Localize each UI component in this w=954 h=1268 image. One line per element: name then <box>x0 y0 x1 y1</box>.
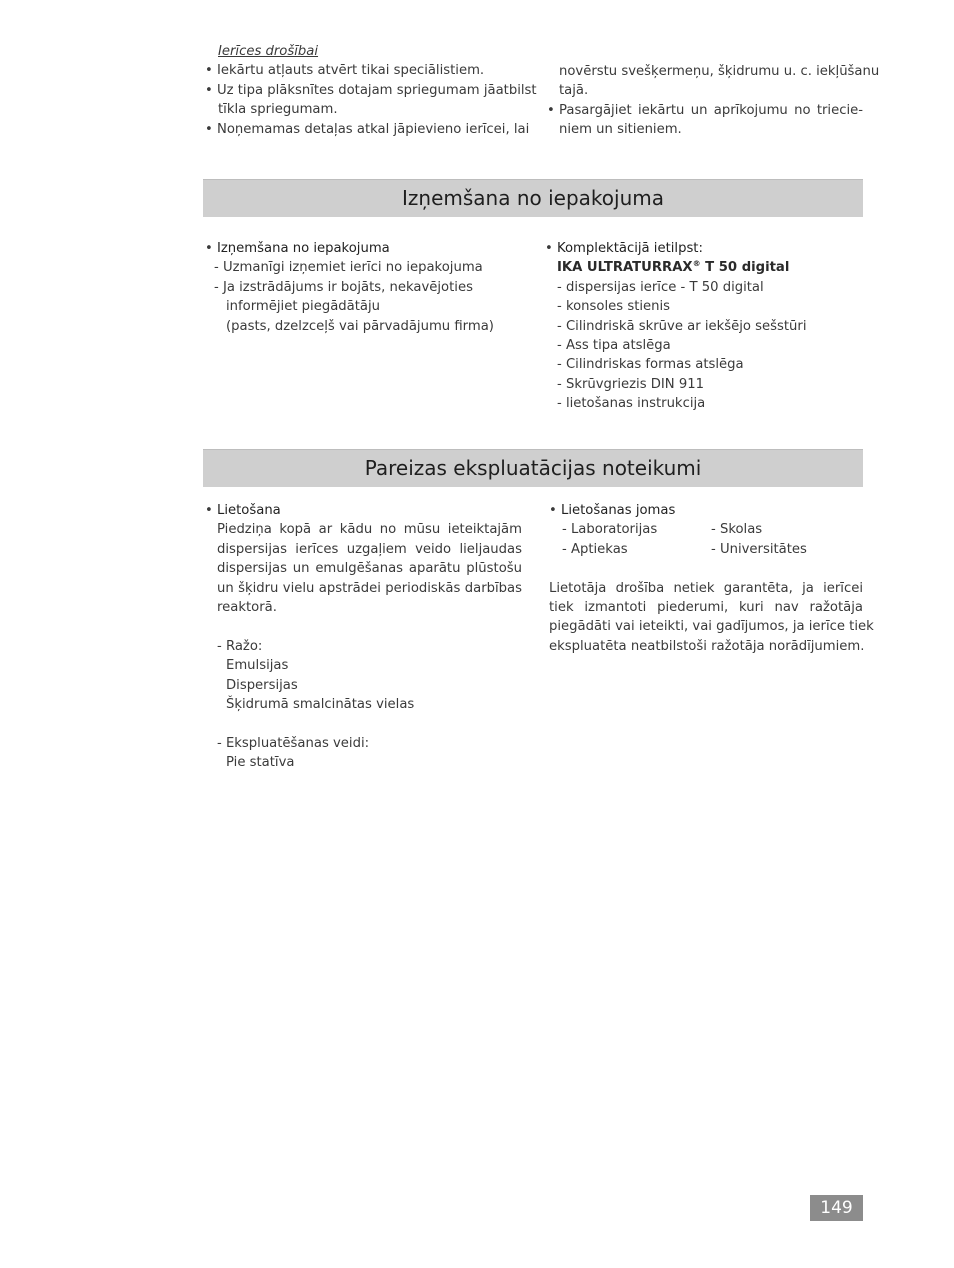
safety-item-2-line-2: tīkla spriegumam. <box>218 102 338 118</box>
safety-left-column <box>205 42 537 139</box>
area-laboratories: - Laboratorijas <box>562 522 658 538</box>
safety-heading: Ierīces drošībai <box>218 44 319 59</box>
safety-item-3-cont-line-2: tajā. <box>559 83 589 99</box>
safety-right-column <box>547 62 880 140</box>
produces-label: - Ražo: <box>217 638 263 654</box>
use-para-line-3: dispersijas un emulgēšanas aparātu plūstošu <box>217 561 522 577</box>
use-para-line-2: dispersijas ierīces uzgaļiem veido lieljaudas <box>217 541 522 557</box>
produces-item-2: Dispersijas <box>226 677 298 693</box>
page-number: 149 <box>810 1195 863 1221</box>
contents-item-2: - konsoles stienis <box>557 299 671 315</box>
safety-item-3-cont-line-1: novērstu svešķermeņu, šķidrumu u. c. iekļūšanu <box>559 64 880 79</box>
use-right-column <box>549 501 874 656</box>
safety-note-line-3: piegādāti vai ieteikti, vai gadījumos, ja ierīce tiek <box>549 619 874 635</box>
area-universities: - Universitātes <box>711 541 807 557</box>
unpacking-line-3: informējiet piegādātāju <box>226 299 381 315</box>
areas-bullet: Lietošanas jomas <box>561 503 676 518</box>
safety-note-line-1: Lietotāja drošība netiek garantēta, ja ierīcei <box>549 580 863 596</box>
contents-bullet: Komplektācijā ietilpst: <box>557 241 703 256</box>
unpacking-line-2: - Ja izstrādājums ir bojāts, nekavējoties <box>214 279 473 295</box>
contents-item-4: - Ass tipa atslēga <box>557 337 671 353</box>
use-bullet: Lietošana <box>217 503 281 518</box>
contents-item-1: - dispersijas ierīce - T 50 digital <box>557 279 764 295</box>
contents-item-5: - Cilindriskas formas atslēga <box>557 357 744 373</box>
modes-item-1: Pie statīva <box>226 755 295 771</box>
unpacking-line-1: - Uzmanīgi izņemiet ierīci no iepakojuma <box>214 260 483 276</box>
safety-item-3: • Noņemamas detaļas atkal jāpievieno ierīcei, lai <box>205 120 523 139</box>
area-schools: - Skolas <box>711 522 763 538</box>
safety-note-line-4: ekspluatēta neatbilstoši ražotāja norādījumiem. <box>549 638 865 654</box>
safety-item-4-line-2: niem un sitieniem. <box>559 122 682 138</box>
use-left-column <box>205 501 522 772</box>
contents-item-7: - lietošanas instrukcija <box>557 396 706 412</box>
unpacking-left-column <box>205 239 525 336</box>
unpacking-bullet: Izņemšana no iepakojuma <box>217 241 390 256</box>
modes-label: - Ekspluatēšanas veidi: <box>217 735 370 751</box>
safety-item-1: • Iekārtu atļauts atvērt tikai speciālistiem. <box>205 61 523 80</box>
safety-item-4-line-1: • Pasargājiet iekārtu un aprīkojumu no triecie- <box>547 101 863 120</box>
product-name: IKA ULTRATURRAX® T 50 digital <box>557 259 790 276</box>
use-para-line-1: Piedziņa kopā ar kādu no mūsu ieteiktajām <box>217 522 522 538</box>
section-title-unpacking: Izņemšana no iepakojuma <box>203 179 863 217</box>
contents-right-column <box>545 239 863 414</box>
use-para-line-4: un šķidru vielu apstrādei periodiskās darbības <box>217 580 522 596</box>
produces-item-3: Šķidrumā smalcinātas vielas <box>226 696 415 712</box>
area-pharmacies: - Aptiekas <box>562 541 628 557</box>
contents-item-6: - Skrūvgriezis DIN 911 <box>557 376 705 392</box>
contents-item-3: - Cilindriskā skrūve ar iekšējo sešstūri <box>557 318 807 334</box>
section-title-intended-use: Pareizas ekspluatācijas noteikumi <box>203 449 863 487</box>
safety-note-line-2: tiek izmantoti piederumi, kuri nav ražotāja <box>549 599 863 615</box>
use-para-line-5: reaktorā. <box>217 599 277 615</box>
produces-item-1: Emulsijas <box>226 658 289 674</box>
unpacking-line-4: (pasts, dzelzceļš vai pārvadājumu firma) <box>226 318 494 334</box>
safety-item-2-line-1: • Uz tipa plāksnītes dotajam spriegumam jāatbilst <box>205 81 523 100</box>
